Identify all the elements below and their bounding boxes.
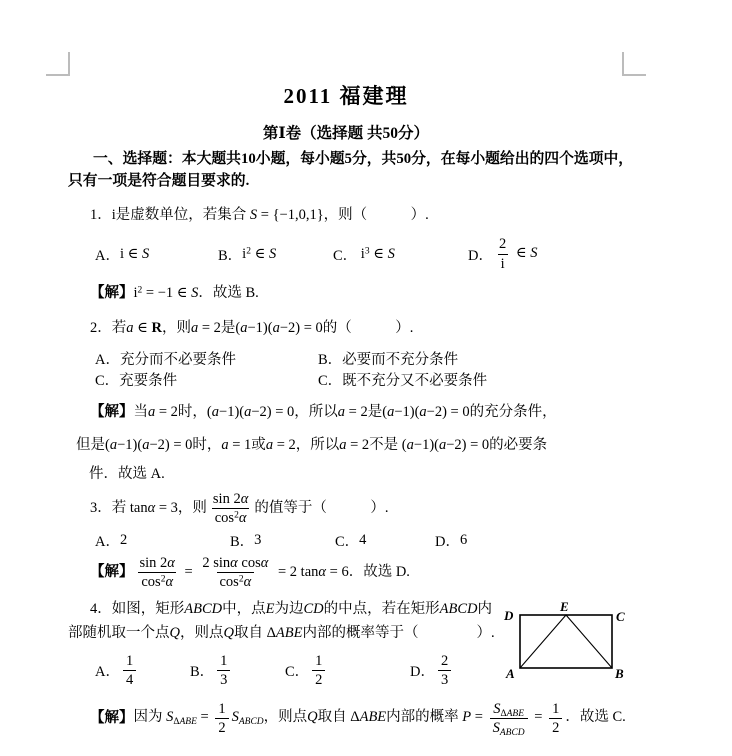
option-label: A． — [95, 534, 120, 551]
option-label: D． — [410, 664, 435, 680]
solution-label: 【解】 — [90, 285, 134, 301]
rectangle-abcd — [520, 615, 612, 668]
option-text: $\frac{1}{4}$ — [120, 652, 139, 689]
document-title: 2011 福建理 — [283, 84, 409, 108]
figure-label-b: B — [615, 665, 624, 680]
option-label: C． — [95, 373, 120, 389]
solution-line: 但是(a−1)(a−2) = 0时，a = 1或a = 2，所以a = 2不是 (a−1)(a−2) = 0的必要条 — [76, 437, 548, 453]
question-2-stem: 2．若a ∈ R，则a = 2是(a−1)(a−2) = 0的（ ）. — [90, 320, 414, 336]
options-row — [95, 371, 630, 392]
question-1-stem: 1．i是虚数单位，若集合 S = {−1,0,1}，则（ ）. — [90, 207, 429, 223]
question-1-options — [62, 234, 630, 274]
solution-label: 【解】 — [90, 709, 134, 726]
option-text: 充要条件 — [119, 373, 178, 389]
figure-rectangle-abcd-triangle-abe — [502, 600, 630, 680]
option-label: D． — [435, 534, 460, 551]
solution-label: 【解】 — [90, 564, 134, 581]
question-2 — [62, 318, 630, 485]
option-text: i ∈ S — [119, 245, 150, 262]
option-label: C． — [318, 373, 343, 389]
question-1-solution — [62, 283, 630, 304]
option-label: A． — [95, 352, 120, 368]
figure-label-a: A — [506, 665, 515, 680]
question-3-option-c — [335, 530, 435, 551]
question-4-body — [62, 598, 630, 691]
option-text: $\frac{2}{3}$ — [435, 652, 454, 689]
question-2-solution — [62, 402, 630, 485]
option-label: C． — [285, 664, 310, 680]
section-heading: 第Ⅰ卷（选择题 共50分） — [262, 125, 430, 142]
question-2-option-c — [95, 371, 318, 392]
option-text: 4 — [359, 532, 367, 549]
solution-label: 【解】 — [90, 404, 134, 420]
instructions — [62, 148, 634, 192]
option-text: $i^3$ ∈ S — [360, 245, 395, 262]
question-3-option-a — [95, 530, 230, 551]
text-boundary-mark-top-left — [46, 52, 70, 76]
solution-text: $\frac{\sin 2\alpha}{\cos^2\alpha}$ = $\frac{\text{2 sinα cosα}}{\cos^2\alpha}$ = 2 tanα = 6．故选 D. — [139, 555, 410, 591]
option-text: 6 — [459, 532, 468, 549]
question-3-options — [62, 530, 630, 551]
question-3 — [62, 490, 630, 592]
question-2-option-b — [318, 350, 458, 371]
question-4-option-b — [190, 652, 285, 689]
question-2-options — [62, 350, 630, 392]
question-4-options — [62, 651, 502, 691]
option-label: B． — [190, 664, 215, 680]
solution-line: 件．故选 A. — [89, 466, 165, 482]
question-1-option-c — [333, 244, 468, 265]
solution-text: 因为 $S_{\Delta ABE}$ = $\frac{1}{2}$ $S_{ABCD}$，则点Q取自 ΔABE内部的概率 P = $S_{\Delta ABE}$ $S_{ABCD}$ = $\frac{1}{2}$ ．故选 C. — [133, 700, 626, 738]
question-1-option-a — [95, 244, 218, 265]
option-text: 3 — [254, 532, 262, 549]
option-text: $\frac{1}{2}$ — [309, 652, 328, 689]
question-1-option-d — [468, 235, 537, 272]
option-text: $\frac{1}{3}$ — [214, 652, 233, 689]
question-4-text — [62, 598, 502, 691]
option-text: 充分而不必要条件 — [119, 352, 236, 368]
option-label: A． — [95, 664, 120, 680]
option-label: B． — [230, 534, 255, 551]
question-2-option-d — [318, 371, 487, 392]
question-4-option-c — [285, 652, 410, 689]
option-label: B． — [318, 352, 343, 368]
option-text: $\frac{2}{i}$ ∈ S — [498, 236, 538, 272]
option-label: A． — [95, 247, 120, 264]
question-4-option-a — [95, 652, 190, 689]
option-text: 2 — [119, 532, 128, 549]
question-4-option-d — [410, 652, 454, 689]
solution-line — [62, 402, 630, 423]
document-content — [62, 80, 634, 738]
question-4-stem-line1: 4．如图，矩形ABCD中，点E为边CD的中点，若在矩形ABCD内 — [90, 600, 492, 617]
option-text: 必要而不充分条件 — [342, 352, 459, 368]
question-4 — [62, 598, 630, 737]
instructions-line1: 一、选择题：本大题共10小题，每小题5分，共50分，在每小题给出的四个选项中， — [93, 151, 634, 167]
option-label: B． — [218, 247, 243, 264]
triangle-abe-lines — [520, 615, 612, 668]
question-3-solution — [62, 554, 630, 591]
question-3-option-b — [230, 530, 335, 551]
option-label: C． — [333, 247, 358, 264]
question-1 — [62, 205, 630, 304]
option-text: $i^2$ ∈ S — [242, 245, 277, 262]
option-text: 既不充分又不必要条件 — [342, 373, 488, 389]
solution-text: $i^2 = -1$ ∈ S．故选 B. — [133, 285, 259, 301]
option-label: C． — [335, 534, 360, 551]
solution-text: 当a = 2时，(a−1)(a−2) = 0，所以a = 2是(a−1)(a−2) = 0的充分条件， — [133, 404, 557, 420]
question-3-stem: 3．若 tanα = 3，则 $\frac{\sin 2\alpha}{\cos^2\alpha}$ 的值等于（ ）. — [90, 491, 389, 527]
question-2-option-a — [95, 350, 318, 371]
figure-label-c: C — [616, 608, 625, 624]
question-3-option-d — [435, 530, 467, 551]
figure-label-d: D — [504, 607, 514, 623]
options-row — [95, 350, 630, 371]
question-4-stem-line2: 部随机取一个点Q，则点Q取自 ΔABE内部的概率等于（ ）. — [68, 624, 495, 641]
instructions-line2: 只有一项是符合题目要求的. — [68, 173, 250, 189]
text-boundary-mark-top-right — [622, 52, 646, 76]
question-1-option-b — [218, 244, 333, 265]
figure-label-e: E — [560, 599, 569, 614]
question-4-solution — [62, 700, 630, 737]
option-label: D． — [468, 247, 493, 264]
